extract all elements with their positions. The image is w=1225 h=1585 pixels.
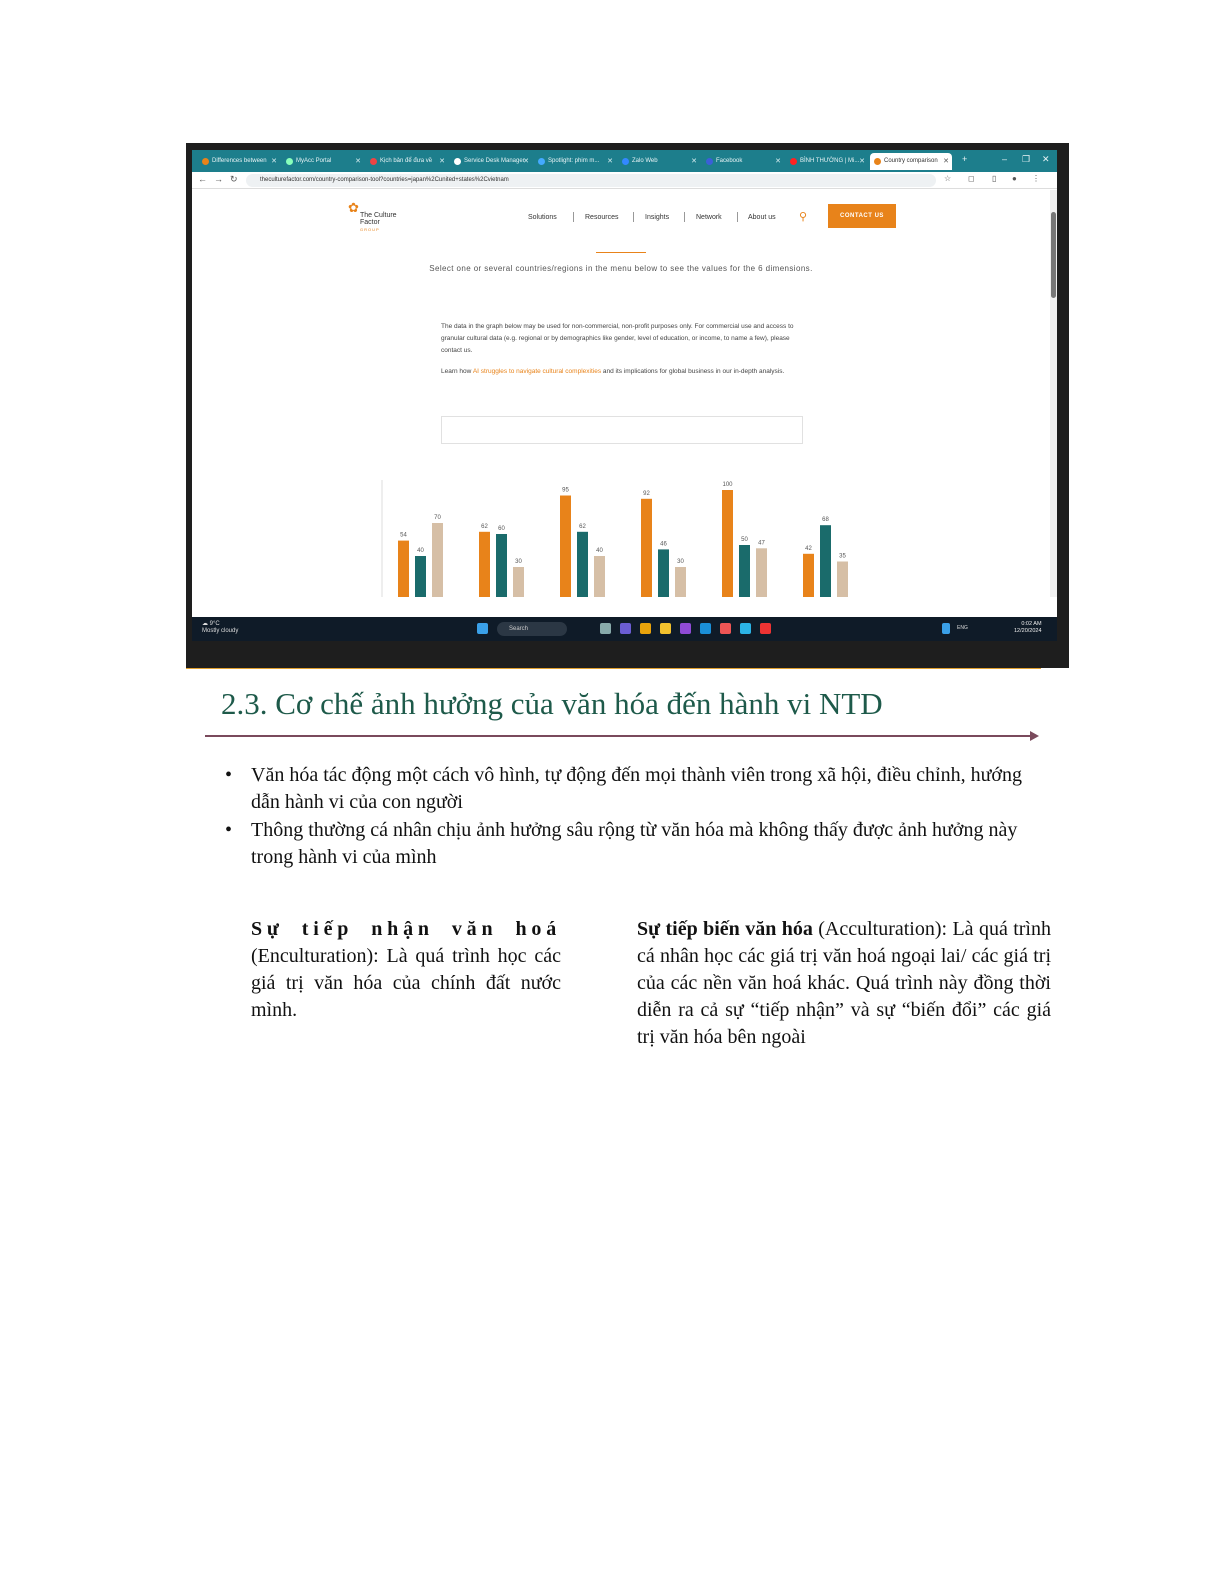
bar-united-states-4[interactable]: [658, 549, 669, 597]
website-viewport: [192, 190, 1050, 597]
chip-united-states[interactable]: United States ×: [508, 427, 552, 433]
orange-rule: [186, 668, 1041, 669]
bar-japan-3[interactable]: [560, 496, 571, 598]
chip-vietnam[interactable]: Vietnam ×: [578, 427, 607, 433]
sidebar-icon[interactable]: ▯: [992, 174, 997, 183]
bar-vietnam-5[interactable]: [756, 548, 767, 597]
task-view-icon[interactable]: [600, 623, 611, 634]
minimize-button[interactable]: –: [1002, 154, 1008, 164]
bar-value-label: 60: [498, 526, 505, 532]
url-field[interactable]: theculturefactor.com/country-comparison-tool?countries=japan%2Cunited+states%2Cvietnam: [246, 174, 936, 187]
reload-icon[interactable]: ↻: [230, 174, 238, 184]
culture-factor-logo-icon[interactable]: ✿: [348, 200, 359, 215]
bar-united-states-1[interactable]: [415, 556, 426, 597]
chip-japan[interactable]: Japan ×: [459, 427, 482, 433]
menu-solutions[interactable]: Solutions: [528, 214, 557, 221]
maximize-button[interactable]: ❐: [1022, 154, 1031, 164]
app-icon-2[interactable]: [720, 623, 731, 634]
bar-value-label: 42: [805, 545, 812, 552]
menu-network[interactable]: Network: [696, 214, 722, 221]
bar-value-label: 46: [660, 541, 667, 548]
bar-value-label: 68: [822, 517, 829, 524]
weather-widget[interactable]: ☁ 9°C Mostly cloudy: [202, 621, 239, 634]
bar-united-states-3[interactable]: [577, 532, 588, 597]
tab-3[interactable]: Kịch bản để đưa về ✕: [366, 153, 448, 170]
cloud-icon: ☁: [202, 621, 208, 627]
menu-resources[interactable]: Resources: [585, 214, 619, 221]
bar-vietnam-6[interactable]: [837, 562, 848, 598]
section-heading: 2.3. Cơ chế ảnh hưởng của văn hóa đến hành vi NTD: [221, 686, 883, 721]
bar-value-label: 95: [562, 487, 569, 494]
bar-japan-1[interactable]: [398, 541, 409, 597]
bar-vietnam-3[interactable]: [594, 556, 605, 597]
app-icon-3[interactable]: [740, 623, 751, 634]
bar-japan-6[interactable]: [803, 554, 814, 597]
bar-value-label: 62: [579, 523, 586, 530]
teams-icon[interactable]: [620, 623, 631, 634]
back-icon[interactable]: ←: [198, 174, 207, 184]
heading-underline: [205, 735, 1035, 737]
kebab-menu-icon[interactable]: ⋮: [1032, 174, 1040, 183]
tab-6[interactable]: Zalo Web ✕: [618, 153, 700, 170]
menu-about-us[interactable]: About us: [748, 214, 776, 221]
bar-vietnam-1[interactable]: [432, 523, 443, 597]
dimension-bar-chart: [380, 480, 860, 597]
address-bar-row: [192, 172, 1057, 189]
clock[interactable]: 0:02 AM 12/20/2024: [1014, 621, 1042, 634]
tab-4[interactable]: Service Desk Manager ✕: [450, 153, 532, 170]
app-icon-1[interactable]: [680, 623, 691, 634]
bar-value-label: 35: [839, 553, 846, 560]
data-disclaimer: The data in the graph below may be used for non-commercial, non-profit purposes only. For commercial use and access to granular cultural data (e.g. regional or by demographics like gender, level of education, or income, to name a few), please contact us.: [441, 323, 794, 354]
bar-united-states-6[interactable]: [820, 525, 831, 597]
contact-us-button[interactable]: CONTACT US: [828, 204, 896, 228]
tab-9-active[interactable]: Country comparison ✕: [870, 153, 952, 170]
windows-taskbar: [192, 617, 1057, 641]
bookmark-star-icon[interactable]: ☆: [944, 174, 952, 183]
bar-value-label: 40: [596, 548, 603, 554]
learn-more-text: Learn how AI struggles to navigate cultural complexities and its implications for global business in our in-depth analysis.: [441, 368, 785, 375]
country-picker[interactable]: [441, 416, 803, 444]
browser-window: [192, 150, 1057, 617]
bar-japan-4[interactable]: [641, 499, 652, 597]
bar-value-label: 62: [481, 523, 488, 530]
tab-7[interactable]: Facebook ✕: [702, 153, 784, 170]
tab-bar: [192, 150, 1057, 172]
chrome-icon[interactable]: [640, 623, 651, 634]
tab-2[interactable]: MyAcc Portal ✕: [282, 153, 364, 170]
bar-value-label: 40: [417, 548, 424, 554]
search-icon[interactable]: ⚲: [799, 211, 808, 223]
bar-value-label: 30: [677, 559, 684, 565]
ai-analysis-link[interactable]: AI struggles to navigate cultural complexities: [472, 368, 602, 375]
bar-vietnam-4[interactable]: [675, 567, 686, 597]
file-explorer-icon[interactable]: [660, 623, 671, 634]
menu-insights[interactable]: Insights: [645, 214, 670, 221]
edge-icon[interactable]: [700, 623, 711, 634]
bar-value-label: 47: [758, 540, 765, 547]
tab-1[interactable]: Differences between ✕: [198, 153, 280, 170]
tab-8[interactable]: BÌNH THƯỜNG | Mi... ✕: [786, 153, 868, 170]
profile-avatar-icon[interactable]: ●: [1012, 174, 1017, 183]
bar-value-label: 92: [643, 490, 650, 497]
site-logo[interactable]: The Culture Factor GROUP: [360, 212, 397, 232]
extensions-icon[interactable]: ◻: [968, 174, 975, 183]
bar-value-label: 70: [434, 515, 441, 521]
select-instructions: Select one or several countries/regions in the menu below to see the values for the 6 dimensions.: [429, 264, 813, 273]
acculturation-definition: Sự tiếp biến văn hóa (Acculturation): Là quá trình cá nhân học các giá trị văn hoá ngoại lai/ các giá trị của các nền văn hoá khác. Quá trình này đồng thời diễn ra cả sự “tiếp nhận” và sự “biến đổi” các giá trị văn hóa bên ngoài: [637, 918, 1051, 1048]
language-indicator[interactable]: ENG: [957, 625, 968, 631]
embedded-screenshot: [186, 143, 1069, 668]
bar-united-states-2[interactable]: [496, 534, 507, 597]
bar-value-label: 30: [515, 559, 522, 565]
app-icon-4[interactable]: [760, 623, 771, 634]
scrollbar[interactable]: [1050, 190, 1057, 597]
mic-icon[interactable]: [942, 623, 950, 634]
forward-icon[interactable]: →: [214, 174, 223, 184]
bar-value-label: 54: [400, 532, 407, 539]
bar-united-states-5[interactable]: [739, 545, 750, 597]
taskbar-search[interactable]: Search: [497, 622, 567, 636]
bar-value-label: 50: [741, 537, 748, 543]
enculturation-definition: Sự tiếp nhận văn hoá (Enculturation): Là quá trình học các giá trị văn hóa của chính đất nước mình.: [251, 918, 561, 1021]
start-icon[interactable]: [477, 623, 488, 634]
new-tab-button[interactable]: +: [962, 154, 968, 164]
bar-value-label: 100: [722, 482, 733, 488]
tab-5[interactable]: Spotlight: phim m... ✕: [534, 153, 616, 170]
section-divider: [596, 252, 646, 253]
bar-japan-5[interactable]: [722, 490, 733, 597]
heading-arrow-icon: [1030, 731, 1039, 741]
close-window-button[interactable]: ✕: [1042, 154, 1050, 164]
bar-vietnam-2[interactable]: [513, 567, 524, 597]
bar-japan-2[interactable]: [479, 532, 490, 597]
